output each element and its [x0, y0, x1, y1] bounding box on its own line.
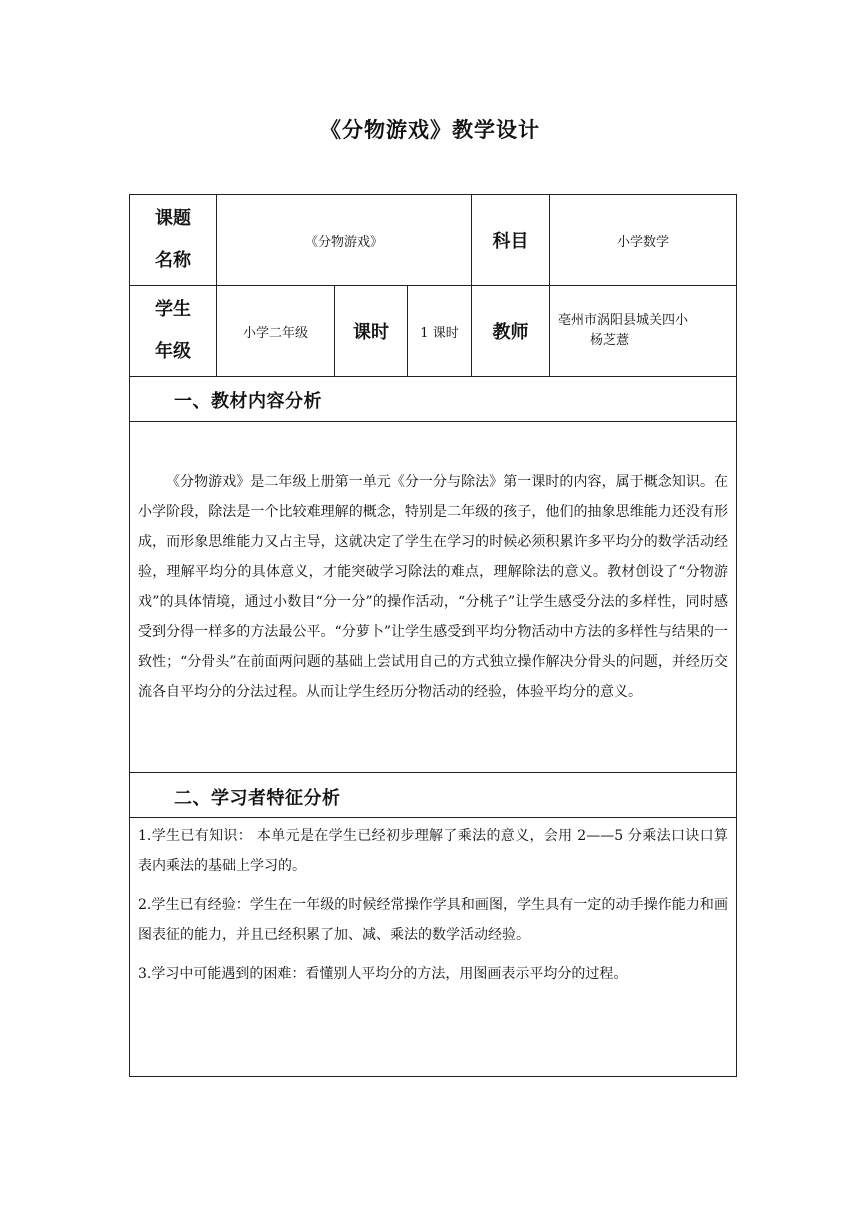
row-divider — [130, 772, 736, 773]
subject-value: 小学数学 — [616, 234, 669, 250]
teacher-label: 教师 — [492, 322, 529, 343]
row-divider — [130, 817, 736, 818]
subject-label-cell — [472, 195, 549, 285]
row-divider — [130, 376, 736, 377]
section2-list — [138, 821, 728, 998]
student-label-line1: 学生 — [155, 299, 191, 320]
section1-body: 《分物游戏》是二年级上册第一单元《分一分与除法》第一课时的内容，属于概念知识。在小学阶段，除法是一个比较难理解的概念，特别是二年级的孩子，他们的抽象思维能力还没有形成，而形象思维能力又占主导，这就决定了学生在学习的时候必须积累许多平均分的数学活动经验，理解平均分的具体意义，才能突破学习除法的难点，理解除法的意义。教材创设了“分物游戏”的具体情境，通过小数目“分一分”的操作活动，“分桃子”让学生感受分法的多样性，同时感受到分得一样多的方法最公平。“分萝卜”让学生感受到平均分物活动中方法的多样性与结果的一致性；“分骨头”在前面两问题的基础上尝试用自己的方式独立操作解决分骨头的问题，并经历交流各自平均分的分法过程。从而让学生经历分物活动的经验，体验平均分的意义。 — [138, 474, 728, 700]
topic-value-cell — [217, 195, 471, 285]
section2-heading: 二、学习者特征分析 — [174, 788, 341, 809]
student-value: 小学二年级 — [242, 325, 308, 341]
subject-value-cell — [550, 195, 736, 285]
row-divider — [130, 421, 736, 422]
period-value-cell — [408, 286, 471, 376]
document-title: 《分物游戏》教学设计 — [320, 118, 540, 142]
list-item: 1.学生已有知识： 本单元是在学生已经初步理解了乘法的意义，会用 2——5 分乘法口诀口算表内乘法的基础上学习的。 — [138, 828, 728, 874]
list-item: 3.学习中可能遇到的困难：看懂别人平均分的方法，用图画表示平均分的过程。 — [138, 966, 628, 982]
section1-heading: 一、教材内容分析 — [174, 391, 322, 412]
teacher-name: 杨芝薏 — [590, 333, 630, 348]
topic-label-cell — [130, 195, 216, 285]
subject-label: 科目 — [492, 231, 529, 252]
period-value: 1 课时 — [420, 325, 459, 341]
period-label: 课时 — [353, 322, 389, 343]
list-item: 2.学生已有经验：学生在一年级的时候经常操作学具和画图，学生具有一定的动手操作能力和画图表征的能力，并且已经积累了加、减、乘法的数学活动经验。 — [138, 897, 728, 943]
student-label-cell — [130, 286, 216, 376]
lesson-plan-table — [129, 194, 737, 1077]
teacher-label-cell — [472, 286, 549, 376]
period-label-cell — [335, 286, 407, 376]
topic-value: 《分物游戏》 — [304, 234, 383, 250]
topic-label-line2: 名称 — [155, 250, 191, 271]
student-value-cell — [217, 286, 334, 376]
student-label-line2: 年级 — [155, 341, 191, 362]
teacher-value-cell — [550, 286, 736, 376]
teacher-school: 亳州市涡阳县城关四小 — [558, 313, 689, 328]
topic-label-line1: 课题 — [155, 208, 191, 229]
